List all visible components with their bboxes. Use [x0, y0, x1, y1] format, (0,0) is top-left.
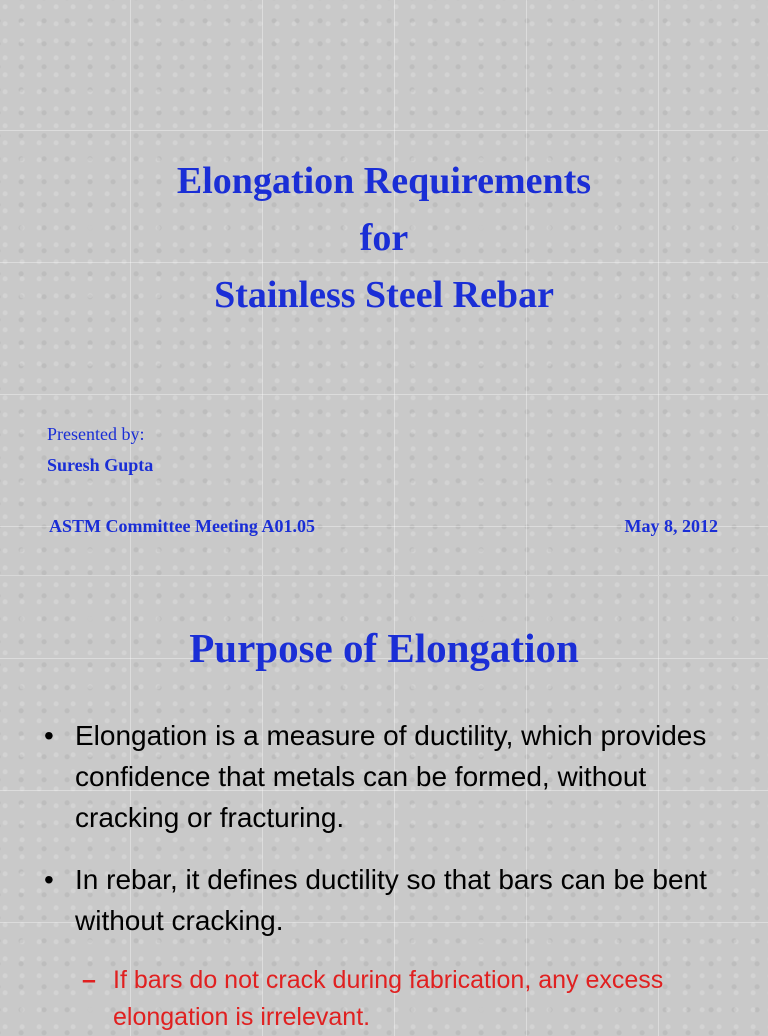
bullet-text: In rebar, it defines ductility so that bars can be bent without cracking. — [75, 864, 707, 936]
slide-heading: Purpose of Elongation — [189, 625, 579, 671]
sub-bullet-text: If bars do not crack during fabrication, any excess elongation is irrelevant. — [113, 966, 664, 1031]
title-line-2: for — [359, 217, 409, 259]
sub-bullet-marker: – — [82, 966, 96, 994]
presented-by-label: Presented by: — [47, 424, 145, 444]
bullet-item — [44, 859, 744, 941]
bullet-item — [44, 715, 744, 838]
title-line-3: Stainless Steel Rebar — [214, 274, 554, 316]
bullet-marker: • — [44, 864, 54, 895]
bullet-list — [44, 715, 744, 1036]
meeting-name: ASTM Committee Meeting A01.05 — [49, 516, 315, 536]
title-line-1: Elongation Requirements — [176, 160, 592, 202]
presenter-name: Suresh Gupta — [47, 455, 154, 475]
bullet-marker: • — [44, 720, 54, 751]
slide-title-heading — [0, 153, 768, 324]
sub-bullet-item — [82, 962, 744, 1036]
bullet-text: Elongation is a measure of ductility, which provides confidence that metals can be formed, without cracking or fracturing. — [75, 720, 707, 833]
meeting-date: May 8, 2012 — [624, 516, 718, 536]
slide-purpose — [0, 576, 768, 1031]
